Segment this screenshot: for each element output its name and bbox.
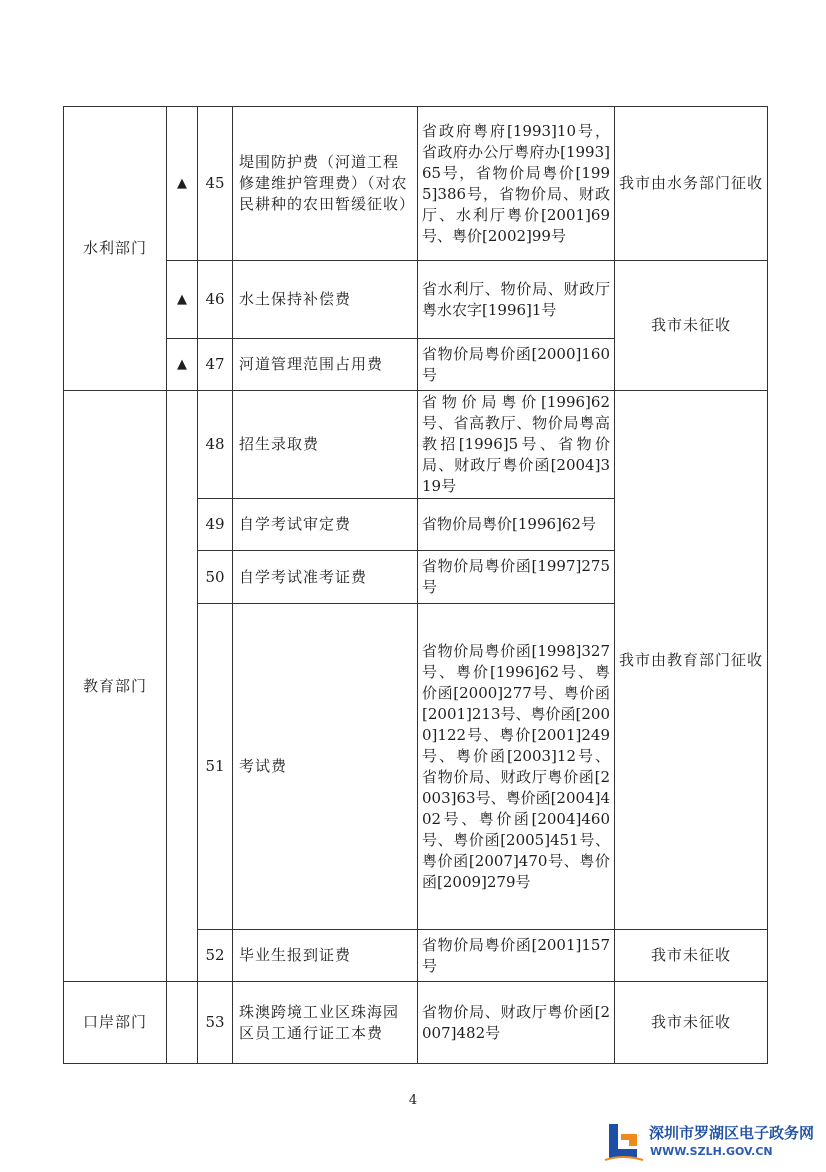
fee-name: 珠澳跨境工业区珠海园区员工通行证工本费	[233, 982, 418, 1064]
fee-name: 水土保持补偿费	[233, 261, 418, 339]
logo-url: WWW.SZLH.GOV.CN	[650, 1145, 773, 1158]
table-row	[64, 261, 768, 339]
item-number: 52	[198, 930, 233, 982]
item-number: 51	[198, 604, 233, 930]
note-cell: 我市未征收	[615, 982, 768, 1064]
site-logo[interactable]	[603, 1118, 813, 1166]
mark-cell-empty	[167, 982, 198, 1064]
fee-basis: 省物价局粤价函[2000]160号	[418, 339, 615, 391]
fee-name: 河道管理范围占用费	[233, 339, 418, 391]
item-number: 50	[198, 551, 233, 604]
item-number: 48	[198, 391, 233, 499]
fee-basis: 省物价局、财政厅粤价函[2007]482号	[418, 982, 615, 1064]
mark-cell-empty	[167, 391, 198, 982]
item-number: 47	[198, 339, 233, 391]
item-number: 49	[198, 499, 233, 551]
table-row	[64, 982, 768, 1064]
fee-name: 招生录取费	[233, 391, 418, 499]
fee-basis: 省物价局粤价[1996]62号	[418, 499, 615, 551]
fee-table	[63, 106, 768, 1064]
note-cell: 我市未征收	[615, 261, 768, 391]
item-number: 46	[198, 261, 233, 339]
logo-title: 深圳市罗湖区电子政务网	[649, 1124, 815, 1142]
note-cell: 我市由教育部门征收	[615, 391, 768, 930]
item-number: 45	[198, 107, 233, 261]
item-number: 53	[198, 982, 233, 1064]
fee-name: 毕业生报到证费	[233, 930, 418, 982]
fee-basis: 省物价局粤价函[1998]327号、粤价[1996]62号、粤价函[2000]277号、粤价函[2001]213号、粤价函[2000]122号、粤价[2001]249号、粤价函[2003]12号、省物价局、财政厅粤价函[2003]63号、粤价函[2004]402号、粤价函[2004]460号、粤价函[2005]451号、粤价函[2007]470号、粤价函[2009]279号	[418, 604, 615, 930]
fee-name: 自学考试准考证费	[233, 551, 418, 604]
fee-basis: 省物价局粤价函[2001]157号	[418, 930, 615, 982]
fee-basis: 省物价局粤价[1996]62号、省高教厅、物价局粤高教招[1996]5号、省物价局、财政厅粤价函[2004]319号	[418, 391, 615, 499]
triangle-mark-icon: ▲	[167, 339, 198, 391]
triangle-mark-icon: ▲	[167, 261, 198, 339]
fee-name: 自学考试审定费	[233, 499, 418, 551]
note-cell: 我市由水务部门征收	[615, 107, 768, 261]
note-cell: 我市未征收	[615, 930, 768, 982]
fee-basis: 省政府粤府[1993]10号，省政府办公厅粤府办[1993]65号，省物价局粤价[1995]386号，省物价局、财政厅、水利厅粤价[2001]69号、粤价[2002]99号	[418, 107, 615, 261]
table-row	[64, 107, 768, 261]
fee-name: 堤围防护费（河道工程修建维护管理费）（对农民耕种的农田暂缓征收）	[233, 107, 418, 261]
dept-cell-port: 口岸部门	[64, 982, 167, 1064]
table-row	[64, 391, 768, 499]
fee-name: 考试费	[233, 604, 418, 930]
dept-cell-water: 水利部门	[64, 107, 167, 391]
dept-cell-education: 教育部门	[64, 391, 167, 982]
fee-basis: 省物价局粤价函[1997]275号	[418, 551, 615, 604]
page-number: 4	[408, 1093, 418, 1108]
szlh-logo-icon	[603, 1120, 645, 1162]
fee-basis: 省水利厅、物价局、财政厅粤水农字[1996]1号	[418, 261, 615, 339]
triangle-mark-icon: ▲	[167, 107, 198, 261]
